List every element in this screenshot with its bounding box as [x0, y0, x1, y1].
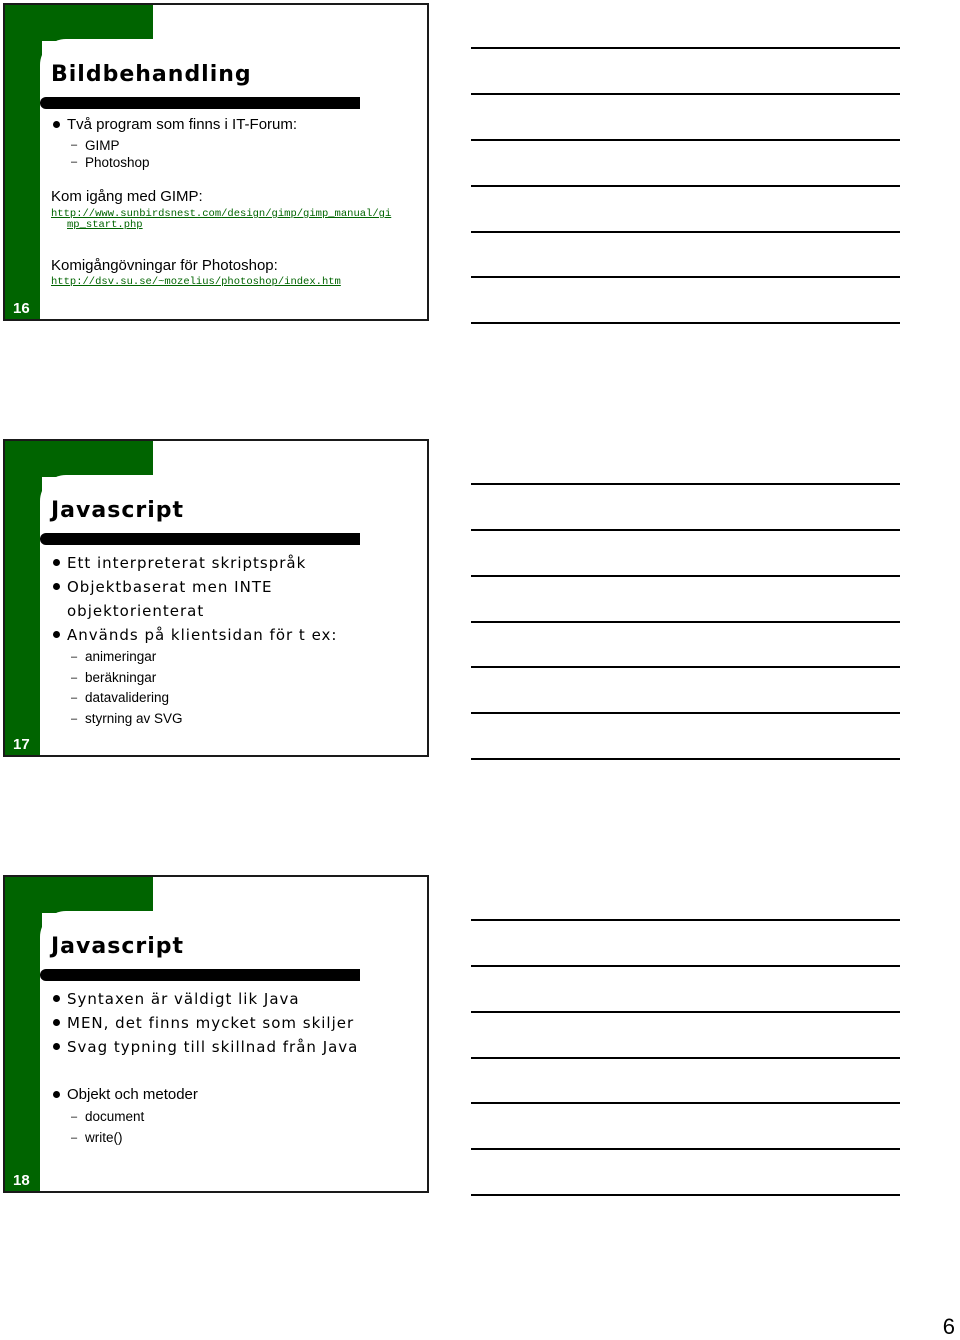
notes-line [471, 965, 900, 967]
sub-item: – datavalidering [51, 688, 415, 709]
page-number: 6 [942, 1314, 955, 1339]
sub-item: – write() [51, 1128, 415, 1149]
bullet-item: Svag typning till skillnad från Java [51, 1035, 415, 1059]
notes-line [471, 758, 900, 760]
notes-line [471, 139, 900, 141]
slide-accent-top [5, 877, 153, 913]
notes-line [471, 47, 900, 49]
sub-item: – Photoshop [51, 154, 415, 171]
notes-line [471, 919, 900, 921]
slide-title: Bildbehandling [51, 62, 252, 87]
notes-line [471, 666, 900, 668]
slide-accent-left [5, 5, 42, 319]
title-underline-bar [40, 533, 360, 545]
gimp-intro-text: Kom igång med GIMP: [51, 188, 203, 205]
notes-line [471, 529, 900, 531]
notes-line [471, 185, 900, 187]
notes-line [471, 1194, 900, 1196]
notes-line [471, 1057, 900, 1059]
bullet-item: Två program som finns i IT-Forum: [51, 113, 415, 137]
bullet-item: Används på klientsidan för t ex: [51, 623, 415, 647]
notes-line [471, 1011, 900, 1013]
sub-item: – styrning av SVG [51, 709, 415, 730]
sub-item: – beräkningar [51, 668, 415, 689]
title-underline-bar [40, 97, 360, 109]
bullet-item: Syntaxen är väldigt lik Java [51, 987, 415, 1011]
bullet-item: MEN, det finns mycket som skiljer [51, 1011, 415, 1035]
slide-18 [3, 875, 429, 1193]
slide-number: 17 [13, 736, 30, 753]
notes-line [471, 1148, 900, 1150]
slide-number: 18 [13, 1172, 30, 1189]
title-underline-bar [40, 969, 360, 981]
slide-accent-left [5, 441, 42, 755]
notes-line [471, 712, 900, 714]
photoshop-link[interactable]: http://dsv.su.se/~mozelius/photoshop/index.htm [51, 276, 341, 288]
slide-accent-top [5, 441, 153, 477]
sub-item: – animeringar [51, 647, 415, 668]
notes-line [471, 276, 900, 278]
notes-line [471, 231, 900, 233]
notes-line [471, 1102, 900, 1104]
slide-accent-top [5, 5, 153, 41]
notes-line [471, 483, 900, 485]
bullet-item: Ett interpreterat skriptspråk [51, 551, 415, 575]
slide-number: 16 [13, 300, 30, 317]
notes-line [471, 621, 900, 623]
bullet-item: Objekt och metoder [51, 1083, 415, 1107]
slide-title: Javascript [51, 934, 185, 959]
slide-title: Javascript [51, 498, 185, 523]
notes-line [471, 575, 900, 577]
sub-item: – document [51, 1107, 415, 1128]
slide-16 [3, 3, 429, 321]
sub-item: – GIMP [51, 137, 415, 154]
bullet-item: Objektbaserat men INTE objektorienterat [51, 575, 415, 623]
gimp-manual-link-cont[interactable]: mp_start.php [67, 219, 143, 231]
notes-line [471, 93, 900, 95]
slide-17 [3, 439, 429, 757]
slide-content [51, 113, 415, 288]
slide-content [51, 987, 415, 1148]
notes-line [471, 322, 900, 324]
slide-accent-left [5, 877, 42, 1191]
gimp-manual-link[interactable]: http://www.sunbirdsnest.com/design/gimp/gimp_manual/gi [51, 208, 392, 220]
photoshop-intro-text: Komigångövningar för Photoshop: [51, 257, 278, 274]
slide-content [51, 551, 415, 729]
